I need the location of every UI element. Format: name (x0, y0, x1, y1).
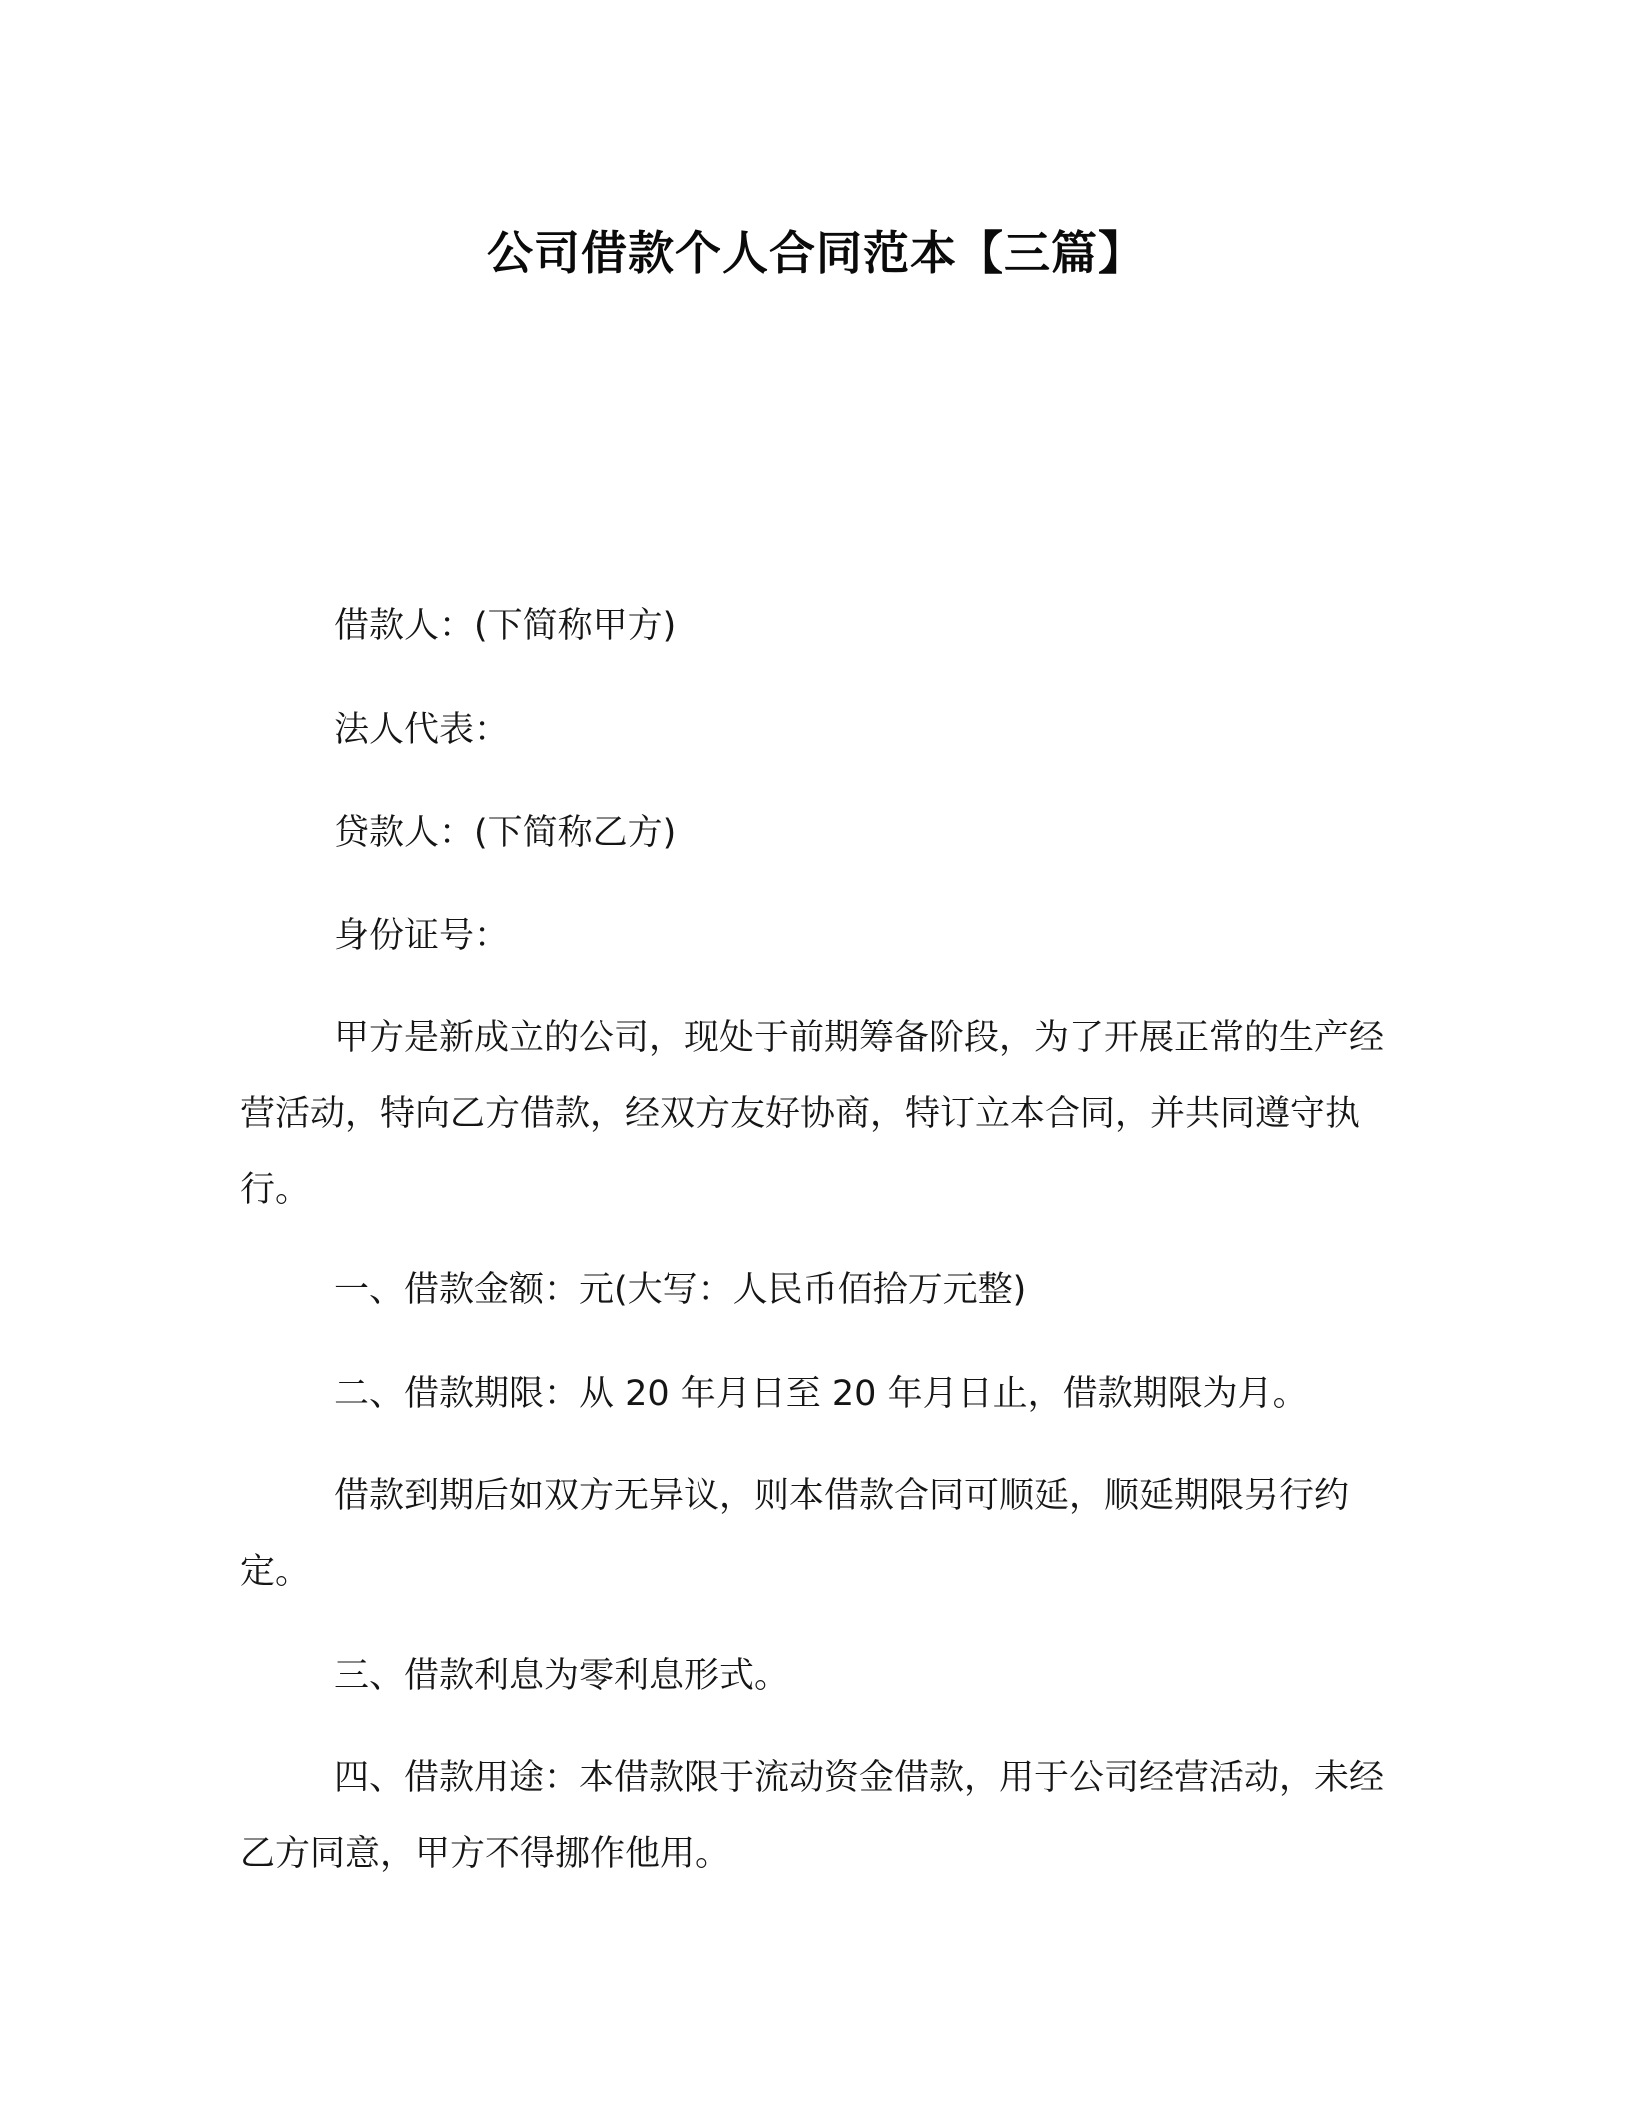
borrower-line: 借款人：(下简称甲方) (334, 606, 677, 646)
legal-representative-line: 法人代表： (334, 710, 510, 750)
clause-interest: 三、借款利息为零利息形式。 (334, 1656, 790, 1696)
clause-loan-amount: 一、借款金额：元(大写：人民币佰拾万元整) (334, 1270, 1027, 1310)
id-number-line: 身份证号： (334, 916, 510, 956)
preamble-paragraph: 甲方是新成立的公司，现处于前期筹备阶段，为了开展正常的生产经营活动，特向乙方借款，经双方友好协商，特订立本合同，并共同遵守执行。 (240, 1018, 1385, 1210)
clause-loan-term: 二、借款期限：从 20 年月日至 20 年月日止，借款期限为月。 (334, 1374, 1308, 1414)
clause-loan-purpose: 四、借款用途：本借款限于流动资金借款，用于公司经营活动，未经乙方同意，甲方不得挪作他用。 (240, 1758, 1385, 1874)
document-title: 公司借款个人合同范本【三篇】 (487, 226, 1145, 280)
lender-line: 贷款人：(下简称乙方) (334, 813, 677, 853)
clause-extension: 借款到期后如双方无异议，则本借款合同可顺延，顺延期限另行约定。 (240, 1476, 1350, 1592)
